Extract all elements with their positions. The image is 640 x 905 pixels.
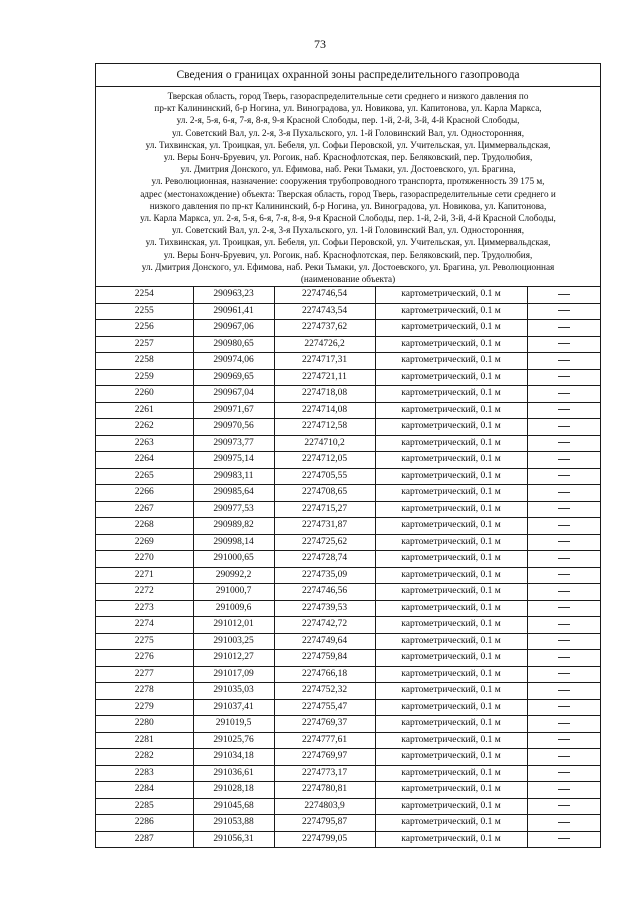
y-coordinate-cell: 2274780,81 (274, 782, 375, 799)
point-number-cell: 2283 (96, 765, 193, 782)
point-number-cell: 2256 (96, 320, 193, 337)
method-accuracy-cell: картометрический, 0.1 м (375, 435, 527, 452)
empty-value-cell (527, 600, 600, 617)
method-accuracy-cell: картометрический, 0.1 м (375, 353, 527, 370)
empty-value-cell (527, 353, 600, 370)
y-coordinate-cell: 2274737,62 (274, 320, 375, 337)
table-row (96, 353, 600, 370)
y-coordinate-cell: 2274749,64 (274, 633, 375, 650)
description-line: ул. Советский Вал, ул. 2-я, 3-я Пухальского, ул. 1-й Головинский Вал, ул. Односторонняя, (171, 225, 525, 236)
y-coordinate-cell: 2274728,74 (274, 551, 375, 568)
method-accuracy-cell: картометрический, 0.1 м (375, 419, 527, 436)
method-accuracy-cell: картометрический, 0.1 м (375, 501, 527, 518)
table-row (96, 287, 600, 304)
point-number-cell: 2264 (96, 452, 193, 469)
table-row (96, 716, 600, 733)
dash-mark (558, 624, 570, 625)
table-row (96, 369, 600, 386)
table-row (96, 534, 600, 551)
empty-value-cell (527, 468, 600, 485)
y-coordinate-cell: 2274708,65 (274, 485, 375, 502)
empty-value-cell (527, 666, 600, 683)
table-row (96, 749, 600, 766)
method-accuracy-cell: картометрический, 0.1 м (375, 452, 527, 469)
table-row (96, 518, 600, 535)
method-accuracy-cell: картометрический, 0.1 м (375, 402, 527, 419)
method-accuracy-cell: картометрический, 0.1 м (375, 699, 527, 716)
table-row (96, 485, 600, 502)
empty-value-cell (527, 435, 600, 452)
empty-value-cell (527, 551, 600, 568)
x-coordinate-cell: 290998,14 (193, 534, 274, 551)
table-row (96, 452, 600, 469)
y-coordinate-cell: 2274735,09 (274, 567, 375, 584)
empty-value-cell (527, 369, 600, 386)
point-number-cell: 2267 (96, 501, 193, 518)
table-row (96, 567, 600, 584)
dash-mark (558, 442, 570, 443)
method-accuracy-cell: картометрический, 0.1 м (375, 336, 527, 353)
y-coordinate-cell: 2274731,87 (274, 518, 375, 535)
empty-value-cell (527, 452, 600, 469)
empty-value-cell (527, 716, 600, 733)
x-coordinate-cell: 291053,88 (193, 815, 274, 832)
method-accuracy-cell: картометрический, 0.1 м (375, 369, 527, 386)
x-coordinate-cell: 290967,04 (193, 386, 274, 403)
x-coordinate-cell: 291009,6 (193, 600, 274, 617)
dash-mark (558, 475, 570, 476)
table-row (96, 617, 600, 634)
point-number-cell: 2268 (96, 518, 193, 535)
empty-value-cell (527, 518, 600, 535)
point-number-cell: 2286 (96, 815, 193, 832)
y-coordinate-cell: 2274721,11 (274, 369, 375, 386)
x-coordinate-cell: 291028,18 (193, 782, 274, 799)
point-number-cell: 2282 (96, 749, 193, 766)
method-accuracy-cell: картометрический, 0.1 м (375, 666, 527, 683)
y-coordinate-cell: 2274726,2 (274, 336, 375, 353)
table-row (96, 435, 600, 452)
method-accuracy-cell: картометрический, 0.1 м (375, 600, 527, 617)
point-number-cell: 2280 (96, 716, 193, 733)
empty-value-cell (527, 567, 600, 584)
point-number-cell: 2270 (96, 551, 193, 568)
x-coordinate-cell: 291017,09 (193, 666, 274, 683)
description-line: ул. Веры Бонч-Бруевич, ул. Рогоик, наб. Краснофлотская, пер. Беляковский, пер. Трудолюбия, (163, 152, 533, 163)
y-coordinate-cell: 2274766,18 (274, 666, 375, 683)
method-accuracy-cell: картометрический, 0.1 м (375, 716, 527, 733)
x-coordinate-cell: 290963,23 (193, 287, 274, 304)
y-coordinate-cell: 2274743,54 (274, 303, 375, 320)
y-coordinate-cell: 2274710,2 (274, 435, 375, 452)
point-number-cell: 2271 (96, 567, 193, 584)
method-accuracy-cell: картометрический, 0.1 м (375, 798, 527, 815)
dash-mark (558, 706, 570, 707)
table-row (96, 402, 600, 419)
dash-mark (558, 772, 570, 773)
table-row (96, 386, 600, 403)
x-coordinate-cell: 291045,68 (193, 798, 274, 815)
empty-value-cell (527, 650, 600, 667)
method-accuracy-cell: картометрический, 0.1 м (375, 567, 527, 584)
dash-mark (558, 838, 570, 839)
x-coordinate-cell: 290985,64 (193, 485, 274, 502)
empty-value-cell (527, 336, 600, 353)
x-coordinate-cell: 291019,5 (193, 716, 274, 733)
empty-value-cell (527, 782, 600, 799)
table-row (96, 501, 600, 518)
dash-mark (558, 376, 570, 377)
table-row (96, 699, 600, 716)
x-coordinate-cell: 291012,27 (193, 650, 274, 667)
table-row (96, 782, 600, 799)
method-accuracy-cell: картометрический, 0.1 м (375, 765, 527, 782)
empty-value-cell (527, 501, 600, 518)
method-accuracy-cell: картометрический, 0.1 м (375, 287, 527, 304)
method-accuracy-cell: картометрический, 0.1 м (375, 518, 527, 535)
y-coordinate-cell: 2274799,05 (274, 831, 375, 847)
method-accuracy-cell: картометрический, 0.1 м (375, 749, 527, 766)
dash-mark (558, 327, 570, 328)
dash-mark (558, 657, 570, 658)
y-coordinate-cell: 2274803,9 (274, 798, 375, 815)
x-coordinate-cell: 291000,65 (193, 551, 274, 568)
x-coordinate-cell: 290973,77 (193, 435, 274, 452)
dash-mark (558, 789, 570, 790)
dash-mark (558, 525, 570, 526)
table-row (96, 551, 600, 568)
boundary-info-document (95, 63, 601, 848)
table-row (96, 815, 600, 832)
point-number-cell: 2269 (96, 534, 193, 551)
table-row (96, 683, 600, 700)
x-coordinate-cell: 291003,25 (193, 633, 274, 650)
y-coordinate-cell: 2274717,31 (274, 353, 375, 370)
table-row (96, 419, 600, 436)
dash-mark (558, 393, 570, 394)
method-accuracy-cell: картометрический, 0.1 м (375, 650, 527, 667)
description-line: ул. 2-я, 5-я, 6-я, 7-я, 8-я, 9-я Красной Слободы, пер. 1-й, 2-й, 3-й, 4-й Красной Слободы, (176, 115, 520, 126)
point-number-cell: 2274 (96, 617, 193, 634)
description-line: ул. Тихвинская, ул. Троицкая, ул. Бебеля, ул. Софьи Перовской, ул. Учительская, ул. Циммервальдская, (145, 237, 551, 248)
y-coordinate-cell: 2274725,62 (274, 534, 375, 551)
x-coordinate-cell: 290980,65 (193, 336, 274, 353)
method-accuracy-cell: картометрический, 0.1 м (375, 782, 527, 799)
method-accuracy-cell: картометрический, 0.1 м (375, 386, 527, 403)
point-number-cell: 2277 (96, 666, 193, 683)
empty-value-cell (527, 683, 600, 700)
dash-mark (558, 459, 570, 460)
table-row (96, 336, 600, 353)
method-accuracy-cell: картометрический, 0.1 м (375, 303, 527, 320)
y-coordinate-cell: 2274715,27 (274, 501, 375, 518)
empty-value-cell (527, 765, 600, 782)
description-line: ул. Веры Бонч-Бруевич, ул. Рогоик, наб. Краснофлотская, пер. Беляковский, пер. Трудолюбия, (163, 249, 533, 260)
x-coordinate-cell: 291036,61 (193, 765, 274, 782)
method-accuracy-cell: картометрический, 0.1 м (375, 534, 527, 551)
description-line: ул. Советский Вал, ул. 2-я, 3-я Пухальского, ул. 1-й Головинский Вал, ул. Односторонняя, (171, 127, 525, 138)
method-accuracy-cell: картометрический, 0.1 м (375, 584, 527, 601)
method-accuracy-cell: картометрический, 0.1 м (375, 320, 527, 337)
y-coordinate-cell: 2274759,84 (274, 650, 375, 667)
point-number-cell: 2284 (96, 782, 193, 799)
method-accuracy-cell: картометрический, 0.1 м (375, 485, 527, 502)
dash-mark (558, 591, 570, 592)
object-description (96, 87, 600, 286)
dash-mark (558, 310, 570, 311)
table-row (96, 468, 600, 485)
x-coordinate-cell: 291035,03 (193, 683, 274, 700)
x-coordinate-cell: 290970,56 (193, 419, 274, 436)
empty-value-cell (527, 402, 600, 419)
empty-value-cell (527, 831, 600, 847)
x-coordinate-cell: 290971,67 (193, 402, 274, 419)
table-row (96, 303, 600, 320)
empty-value-cell (527, 320, 600, 337)
dash-mark (558, 673, 570, 674)
point-number-cell: 2275 (96, 633, 193, 650)
dash-mark (558, 360, 570, 361)
table-row (96, 633, 600, 650)
description-line: Тверская область, город Тверь, газораспределительные сети среднего и низкого давления по (167, 91, 529, 101)
table-row (96, 798, 600, 815)
y-coordinate-cell: 2274712,05 (274, 452, 375, 469)
method-accuracy-cell: картометрический, 0.1 м (375, 831, 527, 847)
description-line: низкого давления по пр-кт Калининский, б-р Ногина, ул. Виноградова, ул. Новикова, ул. Капитонова, (149, 200, 547, 211)
dash-mark (558, 690, 570, 691)
point-number-cell: 2262 (96, 419, 193, 436)
dash-mark (558, 607, 570, 608)
y-coordinate-cell: 2274773,17 (274, 765, 375, 782)
table-row (96, 831, 600, 847)
empty-value-cell (527, 485, 600, 502)
method-accuracy-cell: картометрический, 0.1 м (375, 732, 527, 749)
y-coordinate-cell: 2274718,08 (274, 386, 375, 403)
point-number-cell: 2260 (96, 386, 193, 403)
empty-value-cell (527, 798, 600, 815)
point-number-cell: 2281 (96, 732, 193, 749)
x-coordinate-cell: 291000,7 (193, 584, 274, 601)
table-row (96, 650, 600, 667)
dash-mark (558, 640, 570, 641)
dash-mark (558, 723, 570, 724)
x-coordinate-cell: 290974,06 (193, 353, 274, 370)
empty-value-cell (527, 699, 600, 716)
point-number-cell: 2255 (96, 303, 193, 320)
empty-value-cell (527, 419, 600, 436)
dash-mark (558, 822, 570, 823)
document-title: Сведения о границах охранной зоны распределительного газопровода (96, 64, 600, 87)
empty-value-cell (527, 534, 600, 551)
y-coordinate-cell: 2274746,56 (274, 584, 375, 601)
dash-mark (558, 541, 570, 542)
dash-mark (558, 409, 570, 410)
dash-mark (558, 294, 570, 295)
method-accuracy-cell: картометрический, 0.1 м (375, 551, 527, 568)
dash-mark (558, 739, 570, 740)
description-line: адрес (местонахождение) объекта: Тверская область, город Тверь, газораспределительные сети среднего и (140, 188, 556, 199)
y-coordinate-cell: 2274714,08 (274, 402, 375, 419)
y-coordinate-cell: 2274712,58 (274, 419, 375, 436)
point-number-cell: 2257 (96, 336, 193, 353)
x-coordinate-cell: 290967,06 (193, 320, 274, 337)
point-number-cell: 2259 (96, 369, 193, 386)
x-coordinate-cell: 291056,31 (193, 831, 274, 847)
point-number-cell: 2272 (96, 584, 193, 601)
y-coordinate-cell: 2274755,47 (274, 699, 375, 716)
empty-value-cell (527, 815, 600, 832)
y-coordinate-cell: 2274769,37 (274, 716, 375, 733)
x-coordinate-cell: 291025,76 (193, 732, 274, 749)
description-line: ул. Тихвинская, ул. Троицкая, ул. Бебеля, ул. Софьи Перовской, ул. Учительская, ул. Циммервальдская, (145, 139, 551, 150)
dash-mark (558, 508, 570, 509)
empty-value-cell (527, 386, 600, 403)
y-coordinate-cell: 2274739,53 (274, 600, 375, 617)
x-coordinate-cell: 290989,82 (193, 518, 274, 535)
description-line: пр-кт Калининский, б-р Ногина, ул. Виноградова, ул. Новикова, ул. Капитонова, ул. Карла Маркса, (154, 103, 542, 114)
x-coordinate-cell: 290977,53 (193, 501, 274, 518)
dash-mark (558, 492, 570, 493)
dash-mark (558, 343, 570, 344)
x-coordinate-cell: 290983,11 (193, 468, 274, 485)
dash-mark (558, 574, 570, 575)
point-number-cell: 2279 (96, 699, 193, 716)
point-number-cell: 2273 (96, 600, 193, 617)
method-accuracy-cell: картометрический, 0.1 м (375, 815, 527, 832)
dash-mark (558, 805, 570, 806)
empty-value-cell (527, 303, 600, 320)
dash-mark (558, 558, 570, 559)
coordinates-table (96, 286, 600, 847)
x-coordinate-cell: 290975,14 (193, 452, 274, 469)
empty-value-cell (527, 287, 600, 304)
y-coordinate-cell: 2274742,72 (274, 617, 375, 634)
empty-value-cell (527, 584, 600, 601)
y-coordinate-cell: 2274795,87 (274, 815, 375, 832)
y-coordinate-cell: 2274705,55 (274, 468, 375, 485)
point-number-cell: 2266 (96, 485, 193, 502)
description-line: ул. Революционная, назначение: сооружения трубопроводного транспорта, протяженность 39 175 м, (151, 176, 545, 187)
point-number-cell: 2276 (96, 650, 193, 667)
x-coordinate-cell: 291034,18 (193, 749, 274, 766)
method-accuracy-cell: картометрический, 0.1 м (375, 468, 527, 485)
y-coordinate-cell: 2274746,54 (274, 287, 375, 304)
point-number-cell: 2285 (96, 798, 193, 815)
table-row (96, 732, 600, 749)
empty-value-cell (527, 617, 600, 634)
point-number-cell: 2261 (96, 402, 193, 419)
point-number-cell: 2265 (96, 468, 193, 485)
method-accuracy-cell: картометрический, 0.1 м (375, 617, 527, 634)
empty-value-cell (527, 633, 600, 650)
x-coordinate-cell: 291037,41 (193, 699, 274, 716)
method-accuracy-cell: картометрический, 0.1 м (375, 683, 527, 700)
table-row (96, 320, 600, 337)
point-number-cell: 2263 (96, 435, 193, 452)
point-number-cell: 2254 (96, 287, 193, 304)
method-accuracy-cell: картометрический, 0.1 м (375, 633, 527, 650)
description-line: ул. Дмитрия Донского, ул. Ефимова, наб. Реки Тьмаки, ул. Достоевского, ул. Брагина, (180, 164, 516, 175)
description-line: ул. Карла Маркса, ул. 2-я, 5-я, 6-я, 7-я, 8-я, 9-я Красной Слободы, пер. 1-й, 2-й, 3-й, 4-й Красной Слободы, (140, 213, 556, 224)
x-coordinate-cell: 291012,01 (193, 617, 274, 634)
point-number-cell: 2278 (96, 683, 193, 700)
dash-mark (558, 756, 570, 757)
empty-value-cell (527, 749, 600, 766)
description-line: ул. Дмитрия Донского, ул. Ефимова, наб. Реки Тьмаки, ул. Достоевского, ул. Брагина, ул. Революционная (141, 261, 555, 272)
x-coordinate-cell: 290961,41 (193, 303, 274, 320)
page-number: 73 (314, 37, 326, 51)
point-number-cell: 2258 (96, 353, 193, 370)
description-line: (наименование объекта) (300, 274, 396, 285)
dash-mark (558, 426, 570, 427)
y-coordinate-cell: 2274769,97 (274, 749, 375, 766)
table-row (96, 765, 600, 782)
y-coordinate-cell: 2274777,61 (274, 732, 375, 749)
y-coordinate-cell: 2274752,32 (274, 683, 375, 700)
x-coordinate-cell: 290992,2 (193, 567, 274, 584)
empty-value-cell (527, 732, 600, 749)
point-number-cell: 2287 (96, 831, 193, 847)
table-row (96, 666, 600, 683)
x-coordinate-cell: 290969,65 (193, 369, 274, 386)
table-row (96, 600, 600, 617)
table-row (96, 584, 600, 601)
